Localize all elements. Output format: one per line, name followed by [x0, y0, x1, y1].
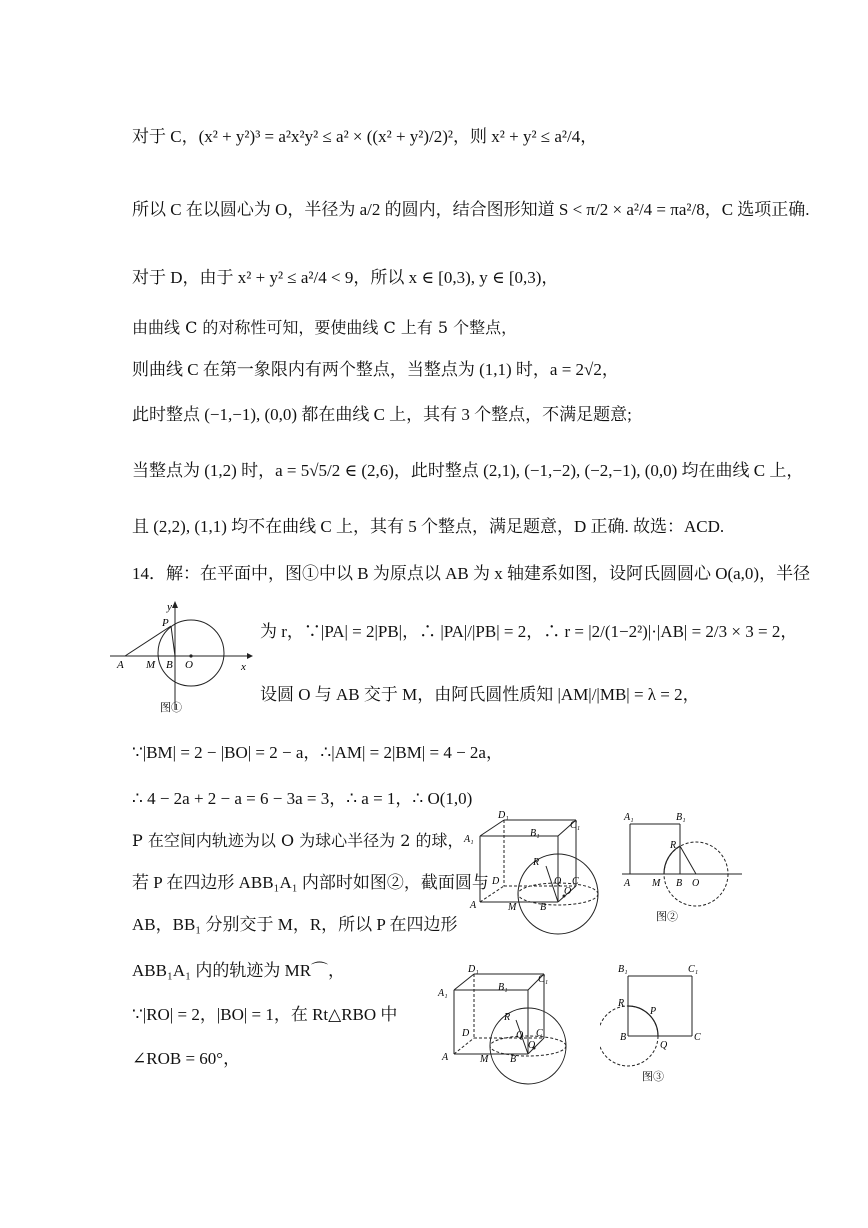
cube1-label-d1: D₁ [498, 810, 509, 821]
fig2-caption: 图② [656, 911, 678, 923]
cube1-label-o: O [564, 886, 572, 897]
cube2-label-a1: A₁ [438, 988, 448, 999]
line-rt-triangle: ∵|RO| = 2，|BO| = 1，在 Rt△RBO 中 [132, 1005, 398, 1024]
cube1-label-a: A [470, 900, 477, 911]
line-option-c: 对于 C，(x² + y²)³ = a²x²y² ≤ a² × ((x² + y²)/2)²，则 x² + y² ≤ a²/4， [132, 127, 598, 146]
fig3-label-p: P [650, 1006, 657, 1017]
line-symmetry: 由曲线 C 的对称性可知，要使曲线 C 上有 5 个整点， [132, 318, 518, 337]
cube2-label-c: C [536, 1028, 543, 1039]
fig2-label-m: M [652, 878, 661, 889]
cube1-label-d: D [492, 876, 500, 887]
fig1-label-b: B [166, 659, 173, 671]
cube2-label-c1: C₁ [538, 974, 549, 985]
cube2-label-d1: D₁ [468, 964, 479, 975]
cube1-label-b: B [540, 902, 547, 913]
line-trajectory: ABB₁A₁ 内的轨迹为 MR⌒， [132, 961, 346, 980]
line-apollonius: 设圆 O 与 AB 交于 M，由阿氏圆性质知 |AM|/|MB| = λ = 2， [260, 685, 700, 704]
cube1-label-q: Q [554, 876, 562, 887]
line-section-circle: 若 P 在四边形 ABB₁A₁ 内部时如图②，截面圆与 [132, 873, 489, 892]
fig1-label-m: M [146, 659, 156, 671]
fig3-label-q: Q [660, 1040, 668, 1051]
line-answer: 且 (2,2), (1,1) 均不在曲线 C 上，其有 5 个整点，满足题意，D 正确. 故选：ACD. [132, 517, 725, 536]
figure-2 [618, 808, 746, 926]
line-five-points: 当整点为 (1,2) 时，a = 5√5/2 ∈ (2,6)，此时整点 (2,1), (−1,−2), (−2,−1), (0,0) 均在曲线 C 上， [132, 461, 804, 480]
fig1-label-y: y [167, 601, 172, 613]
cube2-label-b1: B₁ [498, 982, 508, 993]
cube1-label-b1: B₁ [530, 828, 540, 839]
fig3-label-c: C [694, 1032, 701, 1043]
fig2-label-b: B [676, 878, 683, 889]
cube2-label-d: D [462, 1028, 470, 1039]
fig2-label-b1: B₁ [676, 812, 686, 823]
line-first-quadrant: 则曲线 C 在第一象限内有两个整点，当整点为 (1,1) 时，a = 2√2， [132, 360, 619, 379]
cube1-label-m: M [508, 902, 517, 913]
fig1-label-a: A [117, 659, 124, 671]
figure-1 [105, 598, 255, 720]
cube2-label-a: A [442, 1052, 449, 1063]
line-angle: ∠ROB = 60°， [132, 1049, 241, 1068]
cube1-label-a1: A₁ [464, 834, 474, 845]
line-three-points: 此时整点 (−1,−1), (0,0) 都在曲线 C 上，其有 3 个整点，不满足题意; [132, 405, 632, 424]
line-bm: ∵|BM| = 2 − |BO| = 2 − a，∴|AM| = 2|BM| = 4 − 2a， [132, 743, 503, 762]
fig1-label-o: O [185, 659, 193, 671]
cube1-label-c1: C₁ [570, 820, 581, 831]
cube-figure-1 [458, 808, 618, 940]
line-radius: 为 r，∵|PA| = 2|PB|，∴ |PA|/|PB| = 2，∴ r = |2/(1−2²)|·|AB| = 2/3 × 3 = 2， [260, 622, 798, 641]
fig2-label-a: A [624, 878, 631, 889]
fig3-label-b1: B₁ [618, 964, 628, 975]
fig3-label-b: B [620, 1032, 627, 1043]
fig3-caption: 图③ [642, 1071, 664, 1083]
line-sphere: P 在空间内轨迹为以 O 为球心半径为 2 的球， [132, 831, 464, 850]
cube1-label-c: C [572, 876, 579, 887]
cube2-label-b: B [510, 1054, 517, 1065]
fig1-caption: 图① [160, 702, 182, 714]
cube1-label-r: R [533, 857, 540, 868]
fig3-label-c1: C₁ [688, 964, 699, 975]
line-intersect: AB，BB₁ 分别交于 M，R，所以 P 在四边形 [132, 915, 458, 934]
cube-figure-2 [436, 962, 596, 1096]
cube2-label-r: R [504, 1012, 511, 1023]
cube2-label-o: O [528, 1040, 536, 1051]
line-option-c-conclusion: 所以 C 在以圆心为 O，半径为 a/2 的圆内，结合图形知道 S < π/2 × a²/4 = πa²/8，C 选项正确. [132, 200, 810, 219]
fig3-label-r: R [618, 998, 625, 1009]
cube2-label-q: Q [516, 1030, 524, 1041]
fig1-label-p: P [162, 617, 169, 629]
line-option-d: 对于 D，由于 x² + y² ≤ a²/4 < 9，所以 x ∈ [0,3), y ∈ [0,3)， [132, 268, 559, 287]
figure-3 [600, 960, 724, 1086]
fig2-label-r: R [670, 840, 677, 851]
fig2-label-o: O [692, 878, 700, 889]
line-a-value: ∴ 4 − 2a + 2 − a = 6 − 3a = 3，∴ a = 1，∴ O(1,0) [132, 789, 473, 808]
line-q14: 14．解：在平面中，图①中以 B 为原点以 AB 为 x 轴建系如图，设阿氏圆圆心 O(a,0)，半径 [132, 564, 811, 583]
fig1-label-x: x [241, 661, 246, 673]
fig2-label-a1: A₁ [624, 812, 634, 823]
cube2-label-m: M [480, 1054, 489, 1065]
